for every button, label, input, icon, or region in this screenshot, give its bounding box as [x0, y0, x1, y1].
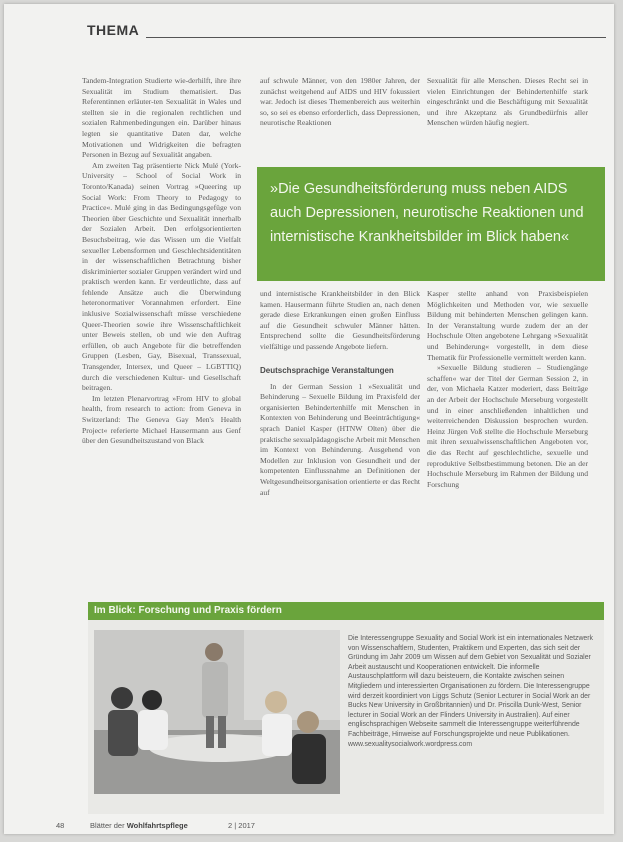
paragraph: Tandem-Integration Studierte wie-derhilft, ihre ihre Sexualität im Studium thematisiert. Das Referentinnen erläuter-ten Sexualität in Wales und stellten sie in die regionalen rechtlichen und sozialen Rahmenbedingungen ein. Darüber hinaus legten sie quantitative Daten dar, welche Motivationen und Widrigkeiten die befragten Personen in Bezug auf Sexualität angaben. [82, 76, 241, 160]
info-box-text [348, 634, 598, 794]
journal-title: Wohlfahrtspflege [126, 821, 188, 830]
article-column-2-bottom [260, 289, 420, 574]
info-box-url[interactable]: www.sexualitysocialwork.wordpress.com [348, 740, 473, 748]
article-column-1 [82, 76, 241, 574]
info-box-header [88, 602, 604, 620]
paragraph: Am zweiten Tag präsentierte Nick Mulé (York-University – School of Social Work in Toronto/Kanada) seinen Vortrag »Queering up Social Work: From Theory to Pedagogy to Practice«. Mulé ging in das Bedingungsgefüge von Theorien über Geschichte und Sexualität innerhalb der Sozialen Arbeit. Den erfolgsorientierten Besuchsbeitrag, wie das Wissen um die Vielfalt sexueller Lebensformen und Geschlechtsidentitäten in der wissenschaftlichen Betrachtung bisher diskriminierter sozialer Gruppen verändert wird und praktisch werden kann. Er verdeutlichte, dass auf fehlende Ansätze auch die Überwindung heteronormativer Vorannahmen erfordert. Eine inklusive Sozialwissenschaft müsse verschiedene Queer-Theorien sowie ihre Wissenschaftlichkeit unter Beweis stellen, ob und wie den Auftrag erfüllen, ob auch Angebote für die betreffenden Gruppen (Lesben, Gay, Bisexual, Transsexual, Transgender, Intersex, und Queer – LGBTTIQ) durch die verschiedenen Kultur- und Gesellschaft beitragen. [82, 160, 241, 393]
article-column-2-top [260, 76, 420, 159]
magazine-page [4, 4, 614, 834]
paragraph: Kasper stellte anhand von Praxisbeispielen Möglichkeiten und Methoden vor, wie sexuelle Bildung mit behinderten Menschen gelingen kann. In der Veranstaltung wurde zudem der an der Hochschule Olten angebotene Lehrgang »Sexualität und Behinderung« vorgestellt, in dem diese Thematik für Professionelle vermittelt werden kann. [427, 289, 588, 362]
subheading: Deutschsprachige Veranstaltungen [260, 365, 394, 375]
issue-number: 2 | 2017 [228, 821, 255, 830]
section-title: THEMA [87, 22, 140, 38]
pull-quote-text: »Die Gesundheitsförderung muss neben AIDS auch Depressionen, neurotische Reaktionen und internistische Krankheitsbilder im Blick haben« [270, 181, 584, 245]
paragraph: Sexualität für alle Menschen. Dieses Recht sei in vielen Einrichtungen der Behindertenhilfe stark eingeschränkt und die Beschäftigung mit Sexualität und ihre Akzeptanz als Grundbedürfnis aller Menschen würden häufig negiert. [427, 76, 588, 128]
pull-quote [257, 167, 605, 281]
paragraph: In der German Session 1 »Sexualität und Behinderung – Sexuelle Bildung im Praxisfeld der organisierten Behindertenhilfe mit Menschen in Kontexten von Behinderung und Beeinträchtigung« sprach Daniel Kasper (HTNW Olten) über die praktische sexualpädagogische Arbeit mit Menschen im Kontext von Behinderung. Ausgehend von Modellen zur Inklusion von Gesundheit und der kompetenten Einflussnahme an Definitionen der Weltgesundheitsorganisation orientierte er das Recht auf [260, 381, 420, 497]
journal-prefix: Blätter der [90, 821, 127, 830]
paragraph: Im letzten Plenarvortrag »From HIV to global health, from research to action: from Geneva in Switzerland: The Geneva Gay Men's Health Project« referierte Michael Hausermann aus Genf über den Gesundheitszustand von Black [82, 393, 241, 446]
info-box-title: Im Blick: Forschung und Praxis fördern [94, 605, 282, 616]
paragraph: auf schwule Männer, von den 1980er Jahren, der zunächst weitgehend auf AIDS und HIV fokussiert war. Jedoch ist dieses Themenbereich aus weiterhin so, so sei es ebenso erforderlich, dass Depressionen, neurotische Reaktionen [260, 76, 420, 128]
journal-name [90, 821, 188, 830]
info-box [88, 602, 604, 814]
section-rule [146, 37, 606, 38]
paragraph: und internistische Krankheitsbilder in den Blick kamen. Hausermann führte Studien an, nach denen gerade diese Erkrankungen einen großen Einfluss auf die Gesundheit schwuler Männer hätten. Entsprechend sollte die Gesundheitsförderung vielfältige und passende Angebote liefern. [260, 289, 420, 351]
article-column-3-top [427, 76, 588, 159]
group-photo [94, 630, 340, 794]
info-box-body: Die Interessengruppe Sexuality and Social Work ist ein internationales Netzwerk von Wissenschaftlern, Studenten, Praktikern und Experten, das sich seit der Gründung im Jahr 2009 um Wissen auf dem Gebiet von Sexualität und Sozialer Arbeit austauscht und Kooperationen entwickelt. Die informelle Austauschplattform will dazu beisteuern, die Kontakte zwischen seinen Mitgliedern und interessierten Organisationen zu fördern. Die Interessengruppe wird derzeit koordiniert von Liggs Schutz (Senior Lecturer in Social Work an der Bucks New University in Großbritannien) und Dr. Priscilla Dunk-West, Senior lecturer in Social Work an der Flinders University in Australien). Auf einer englischsprachigen Webseite sammelt die Interessengruppe weiterführende Fachbeiträge, Hinweise auf Forschungsprojekte und neue Publikationen. [348, 635, 593, 738]
article-column-3-bottom [427, 289, 588, 574]
page-number: 48 [56, 821, 65, 830]
paragraph: »Sexuelle Bildung studieren – Studiengänge schaffen« war der Titel der German Session 2, in der, von Michaela Katzer moderiert, dass Beiträge an der Arbeit der Hochschule Merseburg vorgestellt und in einer anschließenden inhaltlichen und weiterreichenden Diskussion besprochen wurden. Heinz Jürgen Voß stellte die Hochschule Merseburg mit ihren sexualwissenschaftlichen Angeboten vor, die das Recht auf geschlechtliche, sexuelle und reproduktive Selbstbestimmung betonen. Die an der Hochschule Merseburg im Rahmen der Bildung und Forschung [427, 363, 588, 489]
group-photo-illustration [94, 630, 340, 794]
